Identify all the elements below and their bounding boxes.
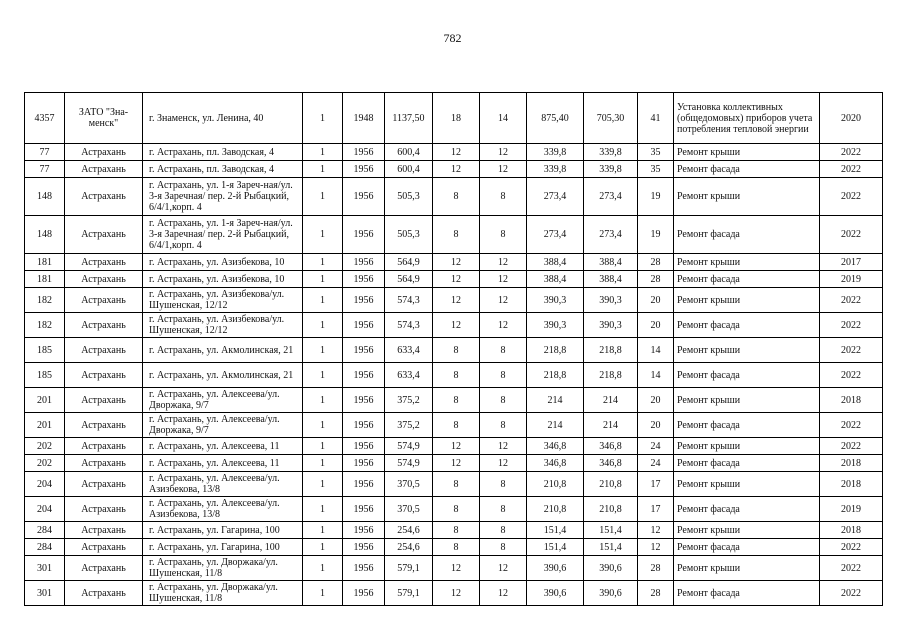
cell-row-id: 201 (25, 413, 65, 438)
table-row (25, 497, 883, 522)
cell-total-area: 633,4 (385, 338, 433, 363)
cell-total-area: 254,6 (385, 522, 433, 539)
cell-work-type: Ремонт фасада (674, 363, 820, 388)
cell-apartments-total: 8 (433, 413, 480, 438)
cell-planned-year: 2019 (820, 497, 883, 522)
cell-residents: 41 (638, 93, 674, 144)
cell-apartments-total: 8 (433, 363, 480, 388)
cell-year-built: 1956 (343, 161, 385, 178)
cell-row-id: 77 (25, 161, 65, 178)
cell-material-code: 1 (303, 363, 343, 388)
cell-address: г. Знаменск, ул. Ленина, 40 (143, 93, 303, 144)
cell-row-id: 181 (25, 271, 65, 288)
cell-work-type: Ремонт крыши (674, 144, 820, 161)
cell-living-area: 214 (527, 388, 584, 413)
cell-municipality: Астрахань (65, 338, 143, 363)
cell-municipality: Астрахань (65, 144, 143, 161)
cell-year-built: 1956 (343, 438, 385, 455)
cell-address: г. Астрахань, ул. Азизбекова, 10 (143, 271, 303, 288)
cell-row-id: 202 (25, 455, 65, 472)
cell-residents: 12 (638, 522, 674, 539)
cell-planned-year: 2018 (820, 455, 883, 472)
cell-row-id: 301 (25, 556, 65, 581)
cell-residents: 19 (638, 216, 674, 254)
table-row (25, 539, 883, 556)
cell-residents: 24 (638, 455, 674, 472)
cell-municipality: Астрахань (65, 522, 143, 539)
table-row (25, 438, 883, 455)
table-row (25, 472, 883, 497)
cell-year-built: 1956 (343, 313, 385, 338)
cell-year-built: 1948 (343, 93, 385, 144)
cell-row-id: 148 (25, 178, 65, 216)
cell-living-area: 388,4 (527, 254, 584, 271)
cell-material-code: 1 (303, 338, 343, 363)
cell-total-area: 574,9 (385, 438, 433, 455)
cell-apartments-total: 8 (433, 338, 480, 363)
cell-year-built: 1956 (343, 539, 385, 556)
cell-row-id: 204 (25, 497, 65, 522)
cell-apartments-total: 12 (433, 271, 480, 288)
table-row (25, 413, 883, 438)
cell-residents: 14 (638, 338, 674, 363)
cell-apartments-total: 8 (433, 472, 480, 497)
cell-private-area: 151,4 (584, 539, 638, 556)
cell-private-area: 346,8 (584, 455, 638, 472)
cell-private-area: 210,8 (584, 497, 638, 522)
cell-material-code: 1 (303, 288, 343, 313)
table-row (25, 216, 883, 254)
cell-material-code: 1 (303, 497, 343, 522)
cell-address: г. Астрахань, ул. Алексеева/ул. Азизбекова, 13/8 (143, 497, 303, 522)
cell-material-code: 1 (303, 388, 343, 413)
cell-residents: 35 (638, 144, 674, 161)
cell-apartments-residential: 8 (480, 497, 527, 522)
cell-row-id: 4357 (25, 93, 65, 144)
cell-year-built: 1956 (343, 254, 385, 271)
cell-apartments-total: 12 (433, 455, 480, 472)
cell-apartments-residential: 8 (480, 216, 527, 254)
cell-planned-year: 2017 (820, 254, 883, 271)
cell-total-area: 564,9 (385, 254, 433, 271)
cell-row-id: 301 (25, 581, 65, 606)
cell-address: г. Астрахань, ул. Алексеева/ул. Дворжака, 9/7 (143, 413, 303, 438)
cell-private-area: 705,30 (584, 93, 638, 144)
cell-private-area: 390,6 (584, 556, 638, 581)
cell-apartments-total: 18 (433, 93, 480, 144)
repair-schedule-table (24, 92, 883, 606)
cell-municipality: Астрахань (65, 581, 143, 606)
cell-planned-year: 2022 (820, 313, 883, 338)
cell-apartments-total: 8 (433, 539, 480, 556)
cell-planned-year: 2022 (820, 413, 883, 438)
cell-address: г. Астрахань, ул. Гагарина, 100 (143, 539, 303, 556)
cell-material-code: 1 (303, 472, 343, 497)
cell-municipality: Астрахань (65, 413, 143, 438)
cell-living-area: 388,4 (527, 271, 584, 288)
cell-row-id: 182 (25, 288, 65, 313)
cell-living-area: 339,8 (527, 144, 584, 161)
table-row (25, 254, 883, 271)
cell-work-type: Ремонт крыши (674, 556, 820, 581)
cell-row-id: 202 (25, 438, 65, 455)
cell-apartments-residential: 8 (480, 539, 527, 556)
cell-residents: 20 (638, 313, 674, 338)
cell-planned-year: 2018 (820, 472, 883, 497)
cell-apartments-residential: 8 (480, 178, 527, 216)
cell-material-code: 1 (303, 93, 343, 144)
table-row (25, 178, 883, 216)
cell-total-area: 254,6 (385, 539, 433, 556)
cell-row-id: 148 (25, 216, 65, 254)
cell-planned-year: 2022 (820, 161, 883, 178)
cell-row-id: 284 (25, 522, 65, 539)
cell-residents: 28 (638, 556, 674, 581)
table-row (25, 455, 883, 472)
cell-residents: 24 (638, 438, 674, 455)
cell-living-area: 875,40 (527, 93, 584, 144)
cell-year-built: 1956 (343, 522, 385, 539)
cell-year-built: 1956 (343, 455, 385, 472)
cell-work-type: Ремонт крыши (674, 288, 820, 313)
cell-municipality: Астрахань (65, 178, 143, 216)
cell-living-area: 390,6 (527, 556, 584, 581)
cell-living-area: 218,8 (527, 363, 584, 388)
cell-planned-year: 2022 (820, 581, 883, 606)
cell-private-area: 273,4 (584, 216, 638, 254)
cell-year-built: 1956 (343, 497, 385, 522)
cell-material-code: 1 (303, 178, 343, 216)
cell-apartments-residential: 8 (480, 363, 527, 388)
cell-private-area: 390,3 (584, 313, 638, 338)
table-row (25, 556, 883, 581)
cell-total-area: 505,3 (385, 178, 433, 216)
cell-municipality: Астрахань (65, 472, 143, 497)
cell-planned-year: 2022 (820, 438, 883, 455)
cell-municipality: Астрахань (65, 388, 143, 413)
cell-work-type: Ремонт крыши (674, 438, 820, 455)
cell-living-area: 390,3 (527, 313, 584, 338)
cell-apartments-total: 12 (433, 144, 480, 161)
cell-residents: 28 (638, 271, 674, 288)
cell-total-area: 1137,50 (385, 93, 433, 144)
table-row (25, 388, 883, 413)
cell-year-built: 1956 (343, 581, 385, 606)
cell-residents: 17 (638, 472, 674, 497)
cell-year-built: 1956 (343, 271, 385, 288)
table-row (25, 161, 883, 178)
cell-row-id: 182 (25, 313, 65, 338)
cell-row-id: 77 (25, 144, 65, 161)
cell-year-built: 1956 (343, 472, 385, 497)
cell-living-area: 218,8 (527, 338, 584, 363)
cell-living-area: 210,8 (527, 472, 584, 497)
cell-private-area: 210,8 (584, 472, 638, 497)
cell-material-code: 1 (303, 522, 343, 539)
cell-living-area: 390,3 (527, 288, 584, 313)
cell-work-type: Ремонт крыши (674, 522, 820, 539)
cell-year-built: 1956 (343, 288, 385, 313)
cell-apartments-residential: 8 (480, 413, 527, 438)
cell-private-area: 388,4 (584, 271, 638, 288)
cell-planned-year: 2018 (820, 388, 883, 413)
cell-work-type: Ремонт фасада (674, 216, 820, 254)
cell-material-code: 1 (303, 539, 343, 556)
cell-address: г. Астрахань, ул. 1-я Зареч-ная/ул. 3-я Заречная/ пер. 2-й Рыбацкий, 6/4/1,корп. 4 (143, 216, 303, 254)
cell-planned-year: 2022 (820, 539, 883, 556)
cell-total-area: 574,9 (385, 455, 433, 472)
cell-private-area: 388,4 (584, 254, 638, 271)
cell-living-area: 273,4 (527, 178, 584, 216)
cell-municipality: Астрахань (65, 161, 143, 178)
cell-residents: 19 (638, 178, 674, 216)
cell-material-code: 1 (303, 556, 343, 581)
table-row (25, 522, 883, 539)
cell-apartments-residential: 12 (480, 161, 527, 178)
cell-address: г. Астрахань, ул. Азизбекова/ул. Шушенская, 12/12 (143, 288, 303, 313)
cell-address: г. Астрахань, пл. Заводская, 4 (143, 161, 303, 178)
cell-total-area: 505,3 (385, 216, 433, 254)
cell-private-area: 218,8 (584, 363, 638, 388)
cell-municipality: Астрахань (65, 363, 143, 388)
cell-private-area: 214 (584, 413, 638, 438)
cell-planned-year: 2022 (820, 363, 883, 388)
table-row (25, 338, 883, 363)
cell-year-built: 1956 (343, 363, 385, 388)
cell-planned-year: 2019 (820, 271, 883, 288)
cell-apartments-total: 8 (433, 497, 480, 522)
cell-private-area: 151,4 (584, 522, 638, 539)
cell-material-code: 1 (303, 313, 343, 338)
cell-work-type: Установка коллективных (общедомовых) приборов учета потребления тепловой энергии (674, 93, 820, 144)
cell-row-id: 185 (25, 338, 65, 363)
cell-apartments-residential: 12 (480, 144, 527, 161)
cell-apartments-total: 8 (433, 178, 480, 216)
cell-address: г. Астрахань, ул. Акмолинская, 21 (143, 338, 303, 363)
cell-private-area: 339,8 (584, 144, 638, 161)
cell-private-area: 390,3 (584, 288, 638, 313)
cell-apartments-total: 12 (433, 556, 480, 581)
table-row (25, 288, 883, 313)
cell-work-type: Ремонт крыши (674, 178, 820, 216)
table-row (25, 581, 883, 606)
cell-municipality: Астрахань (65, 313, 143, 338)
cell-apartments-residential: 12 (480, 438, 527, 455)
cell-apartments-residential: 14 (480, 93, 527, 144)
cell-total-area: 633,4 (385, 363, 433, 388)
cell-address: г. Астрахань, ул. Алексеева, 11 (143, 455, 303, 472)
cell-total-area: 564,9 (385, 271, 433, 288)
cell-residents: 20 (638, 288, 674, 313)
cell-residents: 12 (638, 539, 674, 556)
cell-municipality: Астрахань (65, 438, 143, 455)
cell-apartments-total: 12 (433, 161, 480, 178)
cell-apartments-residential: 12 (480, 271, 527, 288)
cell-living-area: 346,8 (527, 455, 584, 472)
cell-work-type: Ремонт фасада (674, 313, 820, 338)
cell-apartments-residential: 12 (480, 455, 527, 472)
cell-planned-year: 2018 (820, 522, 883, 539)
cell-apartments-total: 12 (433, 438, 480, 455)
cell-material-code: 1 (303, 271, 343, 288)
table-row (25, 363, 883, 388)
cell-total-area: 375,2 (385, 388, 433, 413)
cell-municipality: Астрахань (65, 288, 143, 313)
cell-total-area: 574,3 (385, 313, 433, 338)
cell-apartments-residential: 12 (480, 581, 527, 606)
cell-work-type: Ремонт фасада (674, 161, 820, 178)
cell-work-type: Ремонт фасада (674, 497, 820, 522)
cell-work-type: Ремонт фасада (674, 581, 820, 606)
cell-address: г. Астрахань, ул. Дворжака/ул. Шушенская, 11/8 (143, 581, 303, 606)
cell-total-area: 574,3 (385, 288, 433, 313)
cell-work-type: Ремонт фасада (674, 539, 820, 556)
cell-apartments-residential: 8 (480, 388, 527, 413)
cell-apartments-total: 8 (433, 216, 480, 254)
cell-address: г. Астрахань, ул. Азизбекова/ул. Шушенская, 12/12 (143, 313, 303, 338)
cell-municipality: Астрахань (65, 556, 143, 581)
cell-residents: 28 (638, 581, 674, 606)
cell-address: г. Астрахань, ул. Акмолинская, 21 (143, 363, 303, 388)
page-number: 782 (443, 31, 462, 45)
cell-municipality: Астрахань (65, 216, 143, 254)
cell-municipality: Астрахань (65, 539, 143, 556)
cell-apartments-total: 12 (433, 254, 480, 271)
cell-planned-year: 2022 (820, 288, 883, 313)
cell-residents: 20 (638, 388, 674, 413)
cell-planned-year: 2020 (820, 93, 883, 144)
cell-private-area: 214 (584, 388, 638, 413)
table-row (25, 313, 883, 338)
cell-address: г. Астрахань, ул. Дворжака/ул. Шушенская, 11/8 (143, 556, 303, 581)
cell-row-id: 201 (25, 388, 65, 413)
cell-total-area: 370,5 (385, 472, 433, 497)
cell-residents: 35 (638, 161, 674, 178)
cell-material-code: 1 (303, 254, 343, 271)
cell-private-area: 218,8 (584, 338, 638, 363)
cell-apartments-residential: 8 (480, 472, 527, 497)
cell-municipality: Астрахань (65, 254, 143, 271)
cell-material-code: 1 (303, 216, 343, 254)
cell-work-type: Ремонт крыши (674, 388, 820, 413)
cell-address: г. Астрахань, ул. Алексеева, 11 (143, 438, 303, 455)
cell-work-type: Ремонт крыши (674, 338, 820, 363)
cell-municipality: Астрахань (65, 271, 143, 288)
cell-living-area: 390,6 (527, 581, 584, 606)
cell-work-type: Ремонт фасада (674, 271, 820, 288)
cell-planned-year: 2022 (820, 178, 883, 216)
cell-apartments-residential: 8 (480, 522, 527, 539)
cell-year-built: 1956 (343, 178, 385, 216)
cell-work-type: Ремонт фасада (674, 413, 820, 438)
cell-residents: 17 (638, 497, 674, 522)
cell-apartments-total: 12 (433, 581, 480, 606)
cell-private-area: 346,8 (584, 438, 638, 455)
cell-municipality: Астрахань (65, 455, 143, 472)
table-row (25, 271, 883, 288)
cell-private-area: 273,4 (584, 178, 638, 216)
cell-apartments-total: 12 (433, 288, 480, 313)
cell-year-built: 1956 (343, 144, 385, 161)
cell-work-type: Ремонт крыши (674, 472, 820, 497)
cell-row-id: 284 (25, 539, 65, 556)
cell-living-area: 151,4 (527, 539, 584, 556)
cell-apartments-residential: 12 (480, 313, 527, 338)
cell-year-built: 1956 (343, 338, 385, 363)
cell-work-type: Ремонт крыши (674, 254, 820, 271)
cell-private-area: 390,6 (584, 581, 638, 606)
cell-planned-year: 2022 (820, 144, 883, 161)
cell-address: г. Астрахань, ул. Алексеева/ул. Азизбекова, 13/8 (143, 472, 303, 497)
cell-total-area: 579,1 (385, 556, 433, 581)
cell-apartments-residential: 12 (480, 556, 527, 581)
cell-material-code: 1 (303, 413, 343, 438)
cell-address: г. Астрахань, пл. Заводская, 4 (143, 144, 303, 161)
cell-material-code: 1 (303, 455, 343, 472)
cell-row-id: 204 (25, 472, 65, 497)
cell-total-area: 600,4 (385, 144, 433, 161)
cell-apartments-residential: 12 (480, 254, 527, 271)
cell-material-code: 1 (303, 581, 343, 606)
cell-apartments-total: 8 (433, 388, 480, 413)
cell-apartments-total: 12 (433, 313, 480, 338)
cell-address: г. Астрахань, ул. 1-я Зареч-ная/ул. 3-я Заречная/ пер. 2-й Рыбацкий, 6/4/1,корп. 4 (143, 178, 303, 216)
cell-work-type: Ремонт фасада (674, 455, 820, 472)
cell-living-area: 210,8 (527, 497, 584, 522)
cell-living-area: 214 (527, 413, 584, 438)
cell-total-area: 579,1 (385, 581, 433, 606)
table-row (25, 93, 883, 144)
cell-year-built: 1956 (343, 216, 385, 254)
cell-living-area: 151,4 (527, 522, 584, 539)
cell-row-id: 185 (25, 363, 65, 388)
cell-living-area: 346,8 (527, 438, 584, 455)
cell-residents: 14 (638, 363, 674, 388)
table-row (25, 144, 883, 161)
cell-material-code: 1 (303, 438, 343, 455)
cell-material-code: 1 (303, 161, 343, 178)
cell-living-area: 273,4 (527, 216, 584, 254)
cell-year-built: 1956 (343, 388, 385, 413)
cell-total-area: 600,4 (385, 161, 433, 178)
cell-apartments-residential: 8 (480, 338, 527, 363)
cell-residents: 28 (638, 254, 674, 271)
cell-year-built: 1956 (343, 556, 385, 581)
cell-total-area: 375,2 (385, 413, 433, 438)
cell-material-code: 1 (303, 144, 343, 161)
cell-row-id: 181 (25, 254, 65, 271)
cell-year-built: 1956 (343, 413, 385, 438)
cell-municipality: Астрахань (65, 497, 143, 522)
cell-living-area: 339,8 (527, 161, 584, 178)
cell-total-area: 370,5 (385, 497, 433, 522)
cell-address: г. Астрахань, ул. Алексеева/ул. Дворжака, 9/7 (143, 388, 303, 413)
cell-private-area: 339,8 (584, 161, 638, 178)
cell-residents: 20 (638, 413, 674, 438)
cell-municipality: ЗАТО "Зна-менск" (65, 93, 143, 144)
cell-apartments-residential: 12 (480, 288, 527, 313)
cell-planned-year: 2022 (820, 338, 883, 363)
cell-address: г. Астрахань, ул. Гагарина, 100 (143, 522, 303, 539)
cell-planned-year: 2022 (820, 556, 883, 581)
cell-planned-year: 2022 (820, 216, 883, 254)
cell-apartments-total: 8 (433, 522, 480, 539)
cell-address: г. Астрахань, ул. Азизбекова, 10 (143, 254, 303, 271)
